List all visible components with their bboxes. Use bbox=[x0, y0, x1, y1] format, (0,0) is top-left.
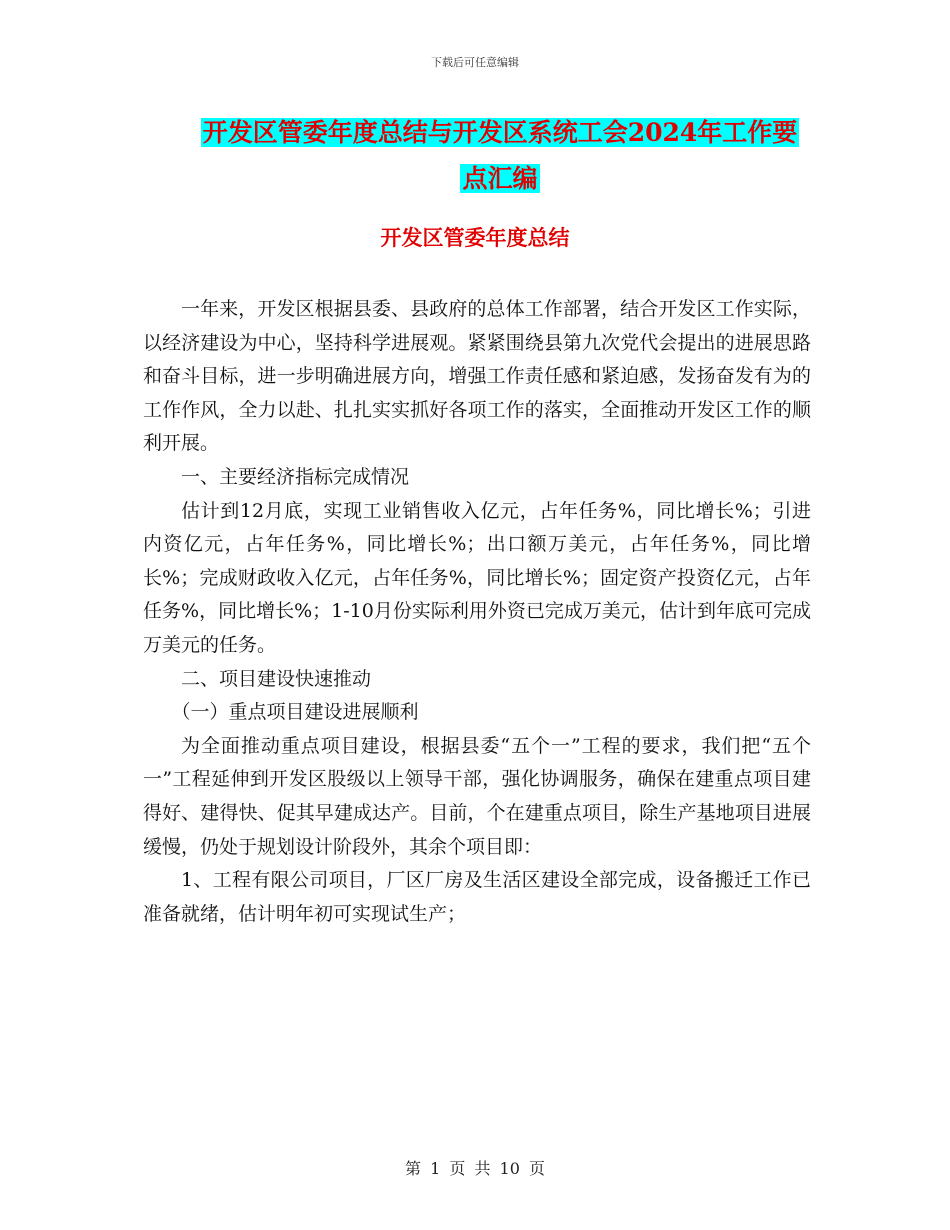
subheading-key-projects: （一）重点项目建设进展顺利 bbox=[171, 701, 419, 724]
paragraph-key-projects: 为全面推动重点项目建设，根据县委“五个一”工程的要求，我们把“五个一”工程延伸到开发区股级以上领导干部，强化协调服务，确保在建重点项目建得好、建得快、促其早建成达产。目前，个在建重点项目，除生产基地项目进展缓慢，仍处于规划设计阶段外，其余个项目即： bbox=[143, 734, 811, 858]
heading-economic-indicators: 一、主要经济指标完成情况 bbox=[181, 465, 410, 488]
body-text bbox=[143, 293, 811, 931]
document-title-line-2: 点汇编 bbox=[462, 164, 538, 193]
paragraph-economic-indicators: 估计到12月底，实现工业销售收入亿元，占年任务%，同比增长%；引进内资亿元，占年任务%，同比增长%；出口额万美元，占年任务%，同比增长%；完成财政收入亿元，占年任务%，同比增长%；固定资产投资亿元，占年任务%，同比增长%；1-10月份实际利用外资已完成万美元，估计到年底可完成万美元的任务。 bbox=[143, 499, 811, 656]
paragraph-intro: 一年来，开发区根据县委、县政府的总体工作部署，结合开发区工作实际，以经济建设为中心，坚持科学进展观。紧紧围绕县第九次党代会提出的进展思路和奋斗目标，进一步明确进展方向，增强工作责任感和紧迫感，发扬奋发有为的工作作风，全力以赴、扎扎实实抓好各项工作的落实，全面推动开发区工作的顺利开展。 bbox=[143, 298, 811, 455]
section-title: 开发区管委年度总结 bbox=[380, 225, 570, 250]
heading-project-construction: 二、项目建设快速推动 bbox=[181, 667, 372, 690]
document-title bbox=[140, 110, 860, 202]
page-footer: 第 1 页 共 10 页 bbox=[405, 1159, 545, 1178]
page-header: 下载后可任意编辑 bbox=[431, 56, 519, 69]
document-title-line-1: 开发区管委年度总结与开发区系统工会2024年工作要 bbox=[202, 118, 798, 147]
paragraph-project-item-1: 1、工程有限公司项目，厂区厂房及生活区建设全部完成，设备搬迁工作已准备就绪，估计明年初可实现试生产； bbox=[143, 869, 811, 925]
